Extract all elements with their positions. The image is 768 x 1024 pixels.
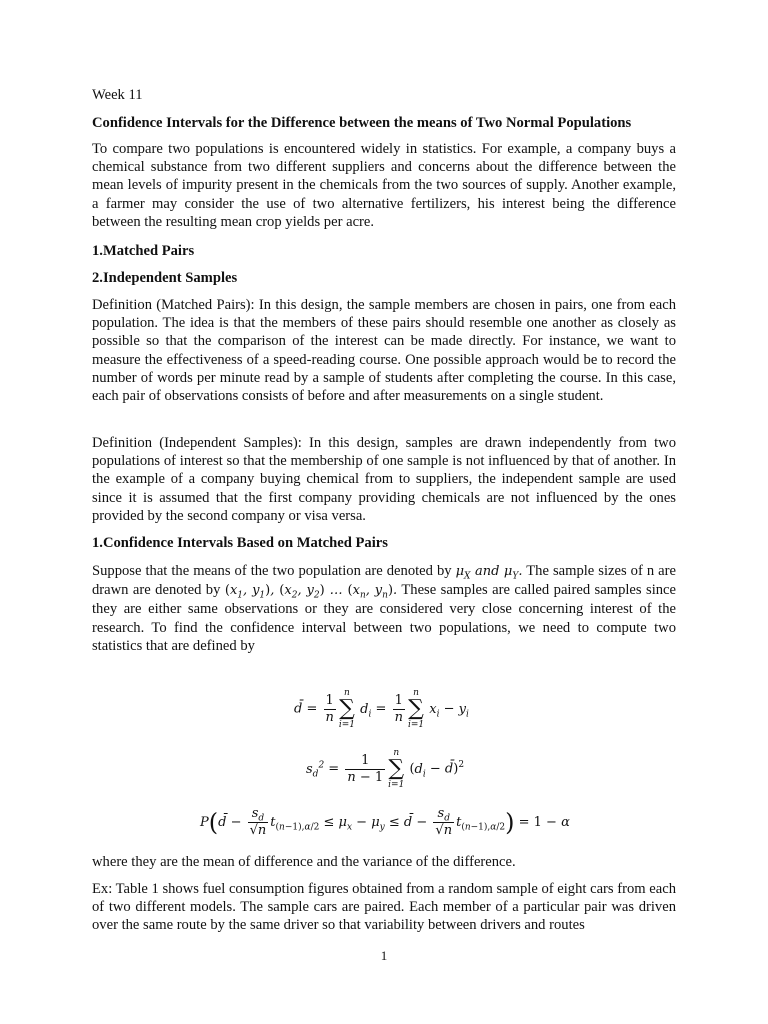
intro-paragraph: To compare two populations is encountered widely in statistics. For example, a company buys a chemical substance from two different suppliers and concerns about the difference between the mean levels of impurity present in the chemicals from the two sources of supply. Another example, a farmer may consider the use of two alternative fertilizers, his interest being the difference between the resulting mean crop yields per acre. [92, 141, 676, 230]
equation-mean-difference: d̄ = $\frac{1}{n}$ n ∑ i=1 $d_i$ = $\frac{1}{n}$ n ∑ i=1 $x_i - y_i$ [294, 688, 469, 730]
document-title: Confidence Intervals for the Difference between the means of Two Normal Populations [92, 115, 632, 131]
section-heading-matched-pairs-ci: 1.Confidence Intervals Based on Matched Pairs [92, 535, 388, 551]
week-label: Week 11 [92, 87, 143, 103]
equation-explanation: where they are the mean of difference and the variance of the difference. [92, 854, 516, 870]
section-text-part1: Suppose that the means of the two population are denoted by [92, 563, 452, 579]
list-item-matched-pairs: 1.Matched Pairs [92, 243, 195, 259]
example-paragraph: Ex: Table 1 shows fuel consumption figures obtained from a random sample of eight cars from each of two different models. The sample cars are paired. Each member of a particular pair was driven over the same route by the same driver so that variability between drivers and routes [92, 881, 676, 934]
pairs-notation: ($x_1$, $y_1$), ($x_2$, $y_2$) … ($x_n$, $y_n$). [224, 583, 398, 601]
definition-independent-samples: Definition (Independent Samples): In this design, samples are drawn independently from two populations of interest so that the membership of one sample is not influenced by that of another. In the example of a company buying chemical from to suppliers, the independent sample are used since it is assumed that the first company providing chemicals are not influenced by the ones provided by the second company or visa versa. [92, 435, 676, 524]
section-paragraph [92, 562, 676, 655]
section-text-part2: The sample sizes of n are drawn are denoted by [92, 563, 676, 599]
list-item-independent-samples: 2.Independent Samples [92, 270, 238, 286]
page-number: 1 [380, 948, 388, 963]
definition-matched-pairs: Definition (Matched Pairs): In this design, the sample members are chosen in pairs, one from each population. The idea is that the members of these pairs should resemble one another as closely as possible so that the comparison of the interest can be made directly. For instance, we want to measure the effectiveness of a speed-reading course. One possible approach would be to record the number of words per minute read by a sample of students after completing the course. In this case, each pair of observations consists of before and after measurements on a single student. [92, 297, 676, 405]
equation-confidence-interval: P(d̄ − $\frac{s_d}{√n}$ $t_{(n-1),\alpha/2} \le \mu_x - \mu_y$ ≤ d̄ − $\frac{s_d}{√n}$ $t_{(n-1),\alpha/2}) = 1 - \alpha$ [200, 806, 570, 838]
equation-variance-difference: $s_d^2$ = $\frac{1}{n - 1}$ n ∑ i=1 ($d_i$ − d̄)$^2$ [306, 748, 465, 790]
means-notation: $\mu_X$ and $\mu_Y$. [455, 564, 523, 582]
section-text-part3: These samples are called paired samples since they are either same observations or they are considered very close concerning interest of the research. To find the confidence interval between two populations, we need to compute two statistics that are defined by [92, 582, 677, 654]
